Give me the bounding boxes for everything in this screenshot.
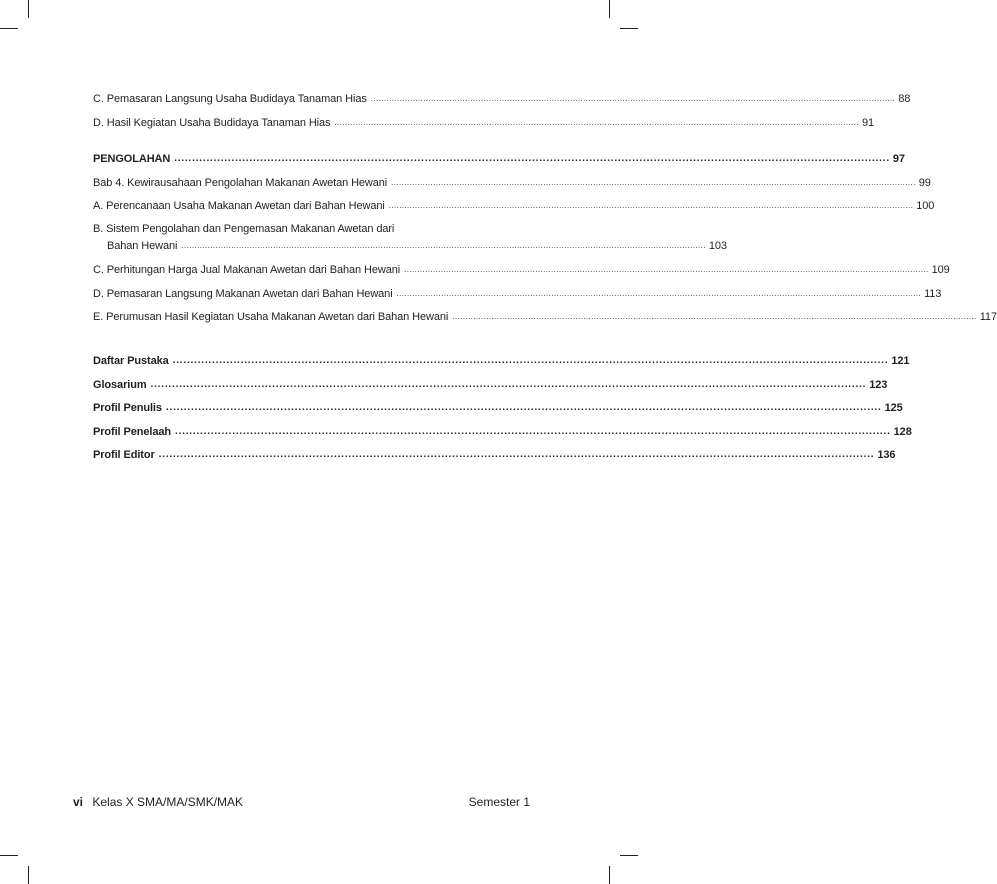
toc-entry-title: PENGOLAHAN xyxy=(93,153,171,165)
toc-leader: ........................................................................................................................................................................................................ xyxy=(334,118,859,127)
toc-entry-page: 123 xyxy=(869,379,888,391)
toc-entry-title: Bahan Hewani xyxy=(107,240,178,252)
toc-entry[interactable] xyxy=(93,310,997,324)
toc-leader: ........................................................................................................................................................................................................ xyxy=(174,153,890,164)
page-footer xyxy=(73,795,530,810)
toc-leader: ........................................................................................................................................................................................................ xyxy=(391,178,916,187)
toc-entry-page: 125 xyxy=(884,402,903,414)
toc-leader: ........................................................................................................................................................................................................ xyxy=(396,289,922,298)
footer-book-title: Kelas X SMA/MA/SMK/MAK xyxy=(92,795,244,809)
toc-entry-page: 91 xyxy=(861,117,875,129)
toc-entry-title: Glosarium xyxy=(93,379,147,391)
toc-back-matter-entry[interactable] xyxy=(93,378,888,392)
toc-entry[interactable] xyxy=(93,92,911,106)
crop-mark xyxy=(620,855,638,856)
toc-leader: ........................................................................................................................................................................................................ xyxy=(174,426,891,437)
toc-entry[interactable] xyxy=(107,239,727,253)
toc-entry-title: E. Perumusan Hasil Kegiatan Usaha Makanan Awetan dari Bahan Hewani xyxy=(93,311,449,323)
toc-entry-page: 121 xyxy=(891,355,910,367)
toc-entry-title: Bab 4. Kewirausahaan Pengolahan Makanan Awetan Hewani xyxy=(93,177,388,189)
toc-back-matter-entry[interactable] xyxy=(93,448,896,462)
crop-mark xyxy=(609,866,610,884)
toc-entry[interactable] xyxy=(93,199,935,213)
crop-mark xyxy=(28,866,29,884)
toc-entry-title-line1: B. Sistem Pengolahan dan Pengemasan Makanan Awetan dari xyxy=(93,223,395,235)
crop-mark xyxy=(0,855,18,856)
toc-leader: ........................................................................................................................................................................................................ xyxy=(181,241,706,250)
footer-semester: Semester 1 xyxy=(468,795,530,809)
toc-entry-title: Daftar Pustaka xyxy=(93,355,169,367)
toc-entry-page: 88 xyxy=(898,93,911,105)
toc-back-matter-entry[interactable] xyxy=(93,425,912,439)
toc-entry-page: 109 xyxy=(931,264,950,276)
crop-mark xyxy=(0,28,18,29)
toc-leader: ........................................................................................................................................................................................................ xyxy=(165,402,882,413)
toc-leader: ........................................................................................................................................................................................................ xyxy=(452,312,977,321)
toc-entry-page: 103 xyxy=(708,240,727,252)
toc-entry-title: Profil Penulis xyxy=(93,402,162,414)
toc-leader: ........................................................................................................................................................................................................ xyxy=(150,379,867,390)
toc-entry[interactable] xyxy=(93,176,931,190)
toc-entry-page: 113 xyxy=(924,288,942,300)
toc-entry-title: Profil Editor xyxy=(93,449,155,461)
toc-leader: ........................................................................................................................................................................................................ xyxy=(404,265,929,274)
toc-entry[interactable] xyxy=(93,116,875,130)
page-number: vi xyxy=(73,795,84,809)
toc-entry-title: C. Pemasaran Langsung Usaha Budidaya Tanaman Hias xyxy=(93,93,367,105)
toc-back-matter-entry[interactable] xyxy=(93,401,903,415)
toc-entry-title: D. Pemasaran Langsung Makanan Awetan dari Bahan Hewani xyxy=(93,288,393,300)
crop-mark xyxy=(609,0,610,18)
toc-entry-page: 117 xyxy=(979,311,997,323)
toc-entry-page: 100 xyxy=(916,200,935,212)
toc-section-heading[interactable] xyxy=(93,152,905,166)
toc-entry-title: C. Perhitungan Harga Jual Makanan Awetan dari Bahan Hewani xyxy=(93,264,401,276)
toc-entry-title: D. Hasil Kegiatan Usaha Budidaya Tanaman Hias xyxy=(93,117,331,129)
crop-mark xyxy=(28,0,29,18)
crop-mark xyxy=(620,28,638,29)
toc-entry-page: 128 xyxy=(893,426,912,438)
toc-entry-page: 97 xyxy=(892,153,905,165)
toc-entry-title: Profil Penelaah xyxy=(93,426,171,438)
toc-leader: ........................................................................................................................................................................................................ xyxy=(158,449,875,460)
toc-entry[interactable] xyxy=(93,287,942,301)
toc-leader: ........................................................................................................................................................................................................ xyxy=(388,201,914,210)
toc-leader: ........................................................................................................................................................................................................ xyxy=(172,355,889,366)
toc-back-matter-entry[interactable] xyxy=(93,354,910,368)
toc-entry-page: 99 xyxy=(918,177,931,189)
toc-entry[interactable] xyxy=(93,263,950,277)
toc-entry-page: 136 xyxy=(877,449,896,461)
toc-leader: ........................................................................................................................................................................................................ xyxy=(370,94,896,103)
toc-entry-title: A. Perencanaan Usaha Makanan Awetan dari Bahan Hewani xyxy=(93,200,385,212)
